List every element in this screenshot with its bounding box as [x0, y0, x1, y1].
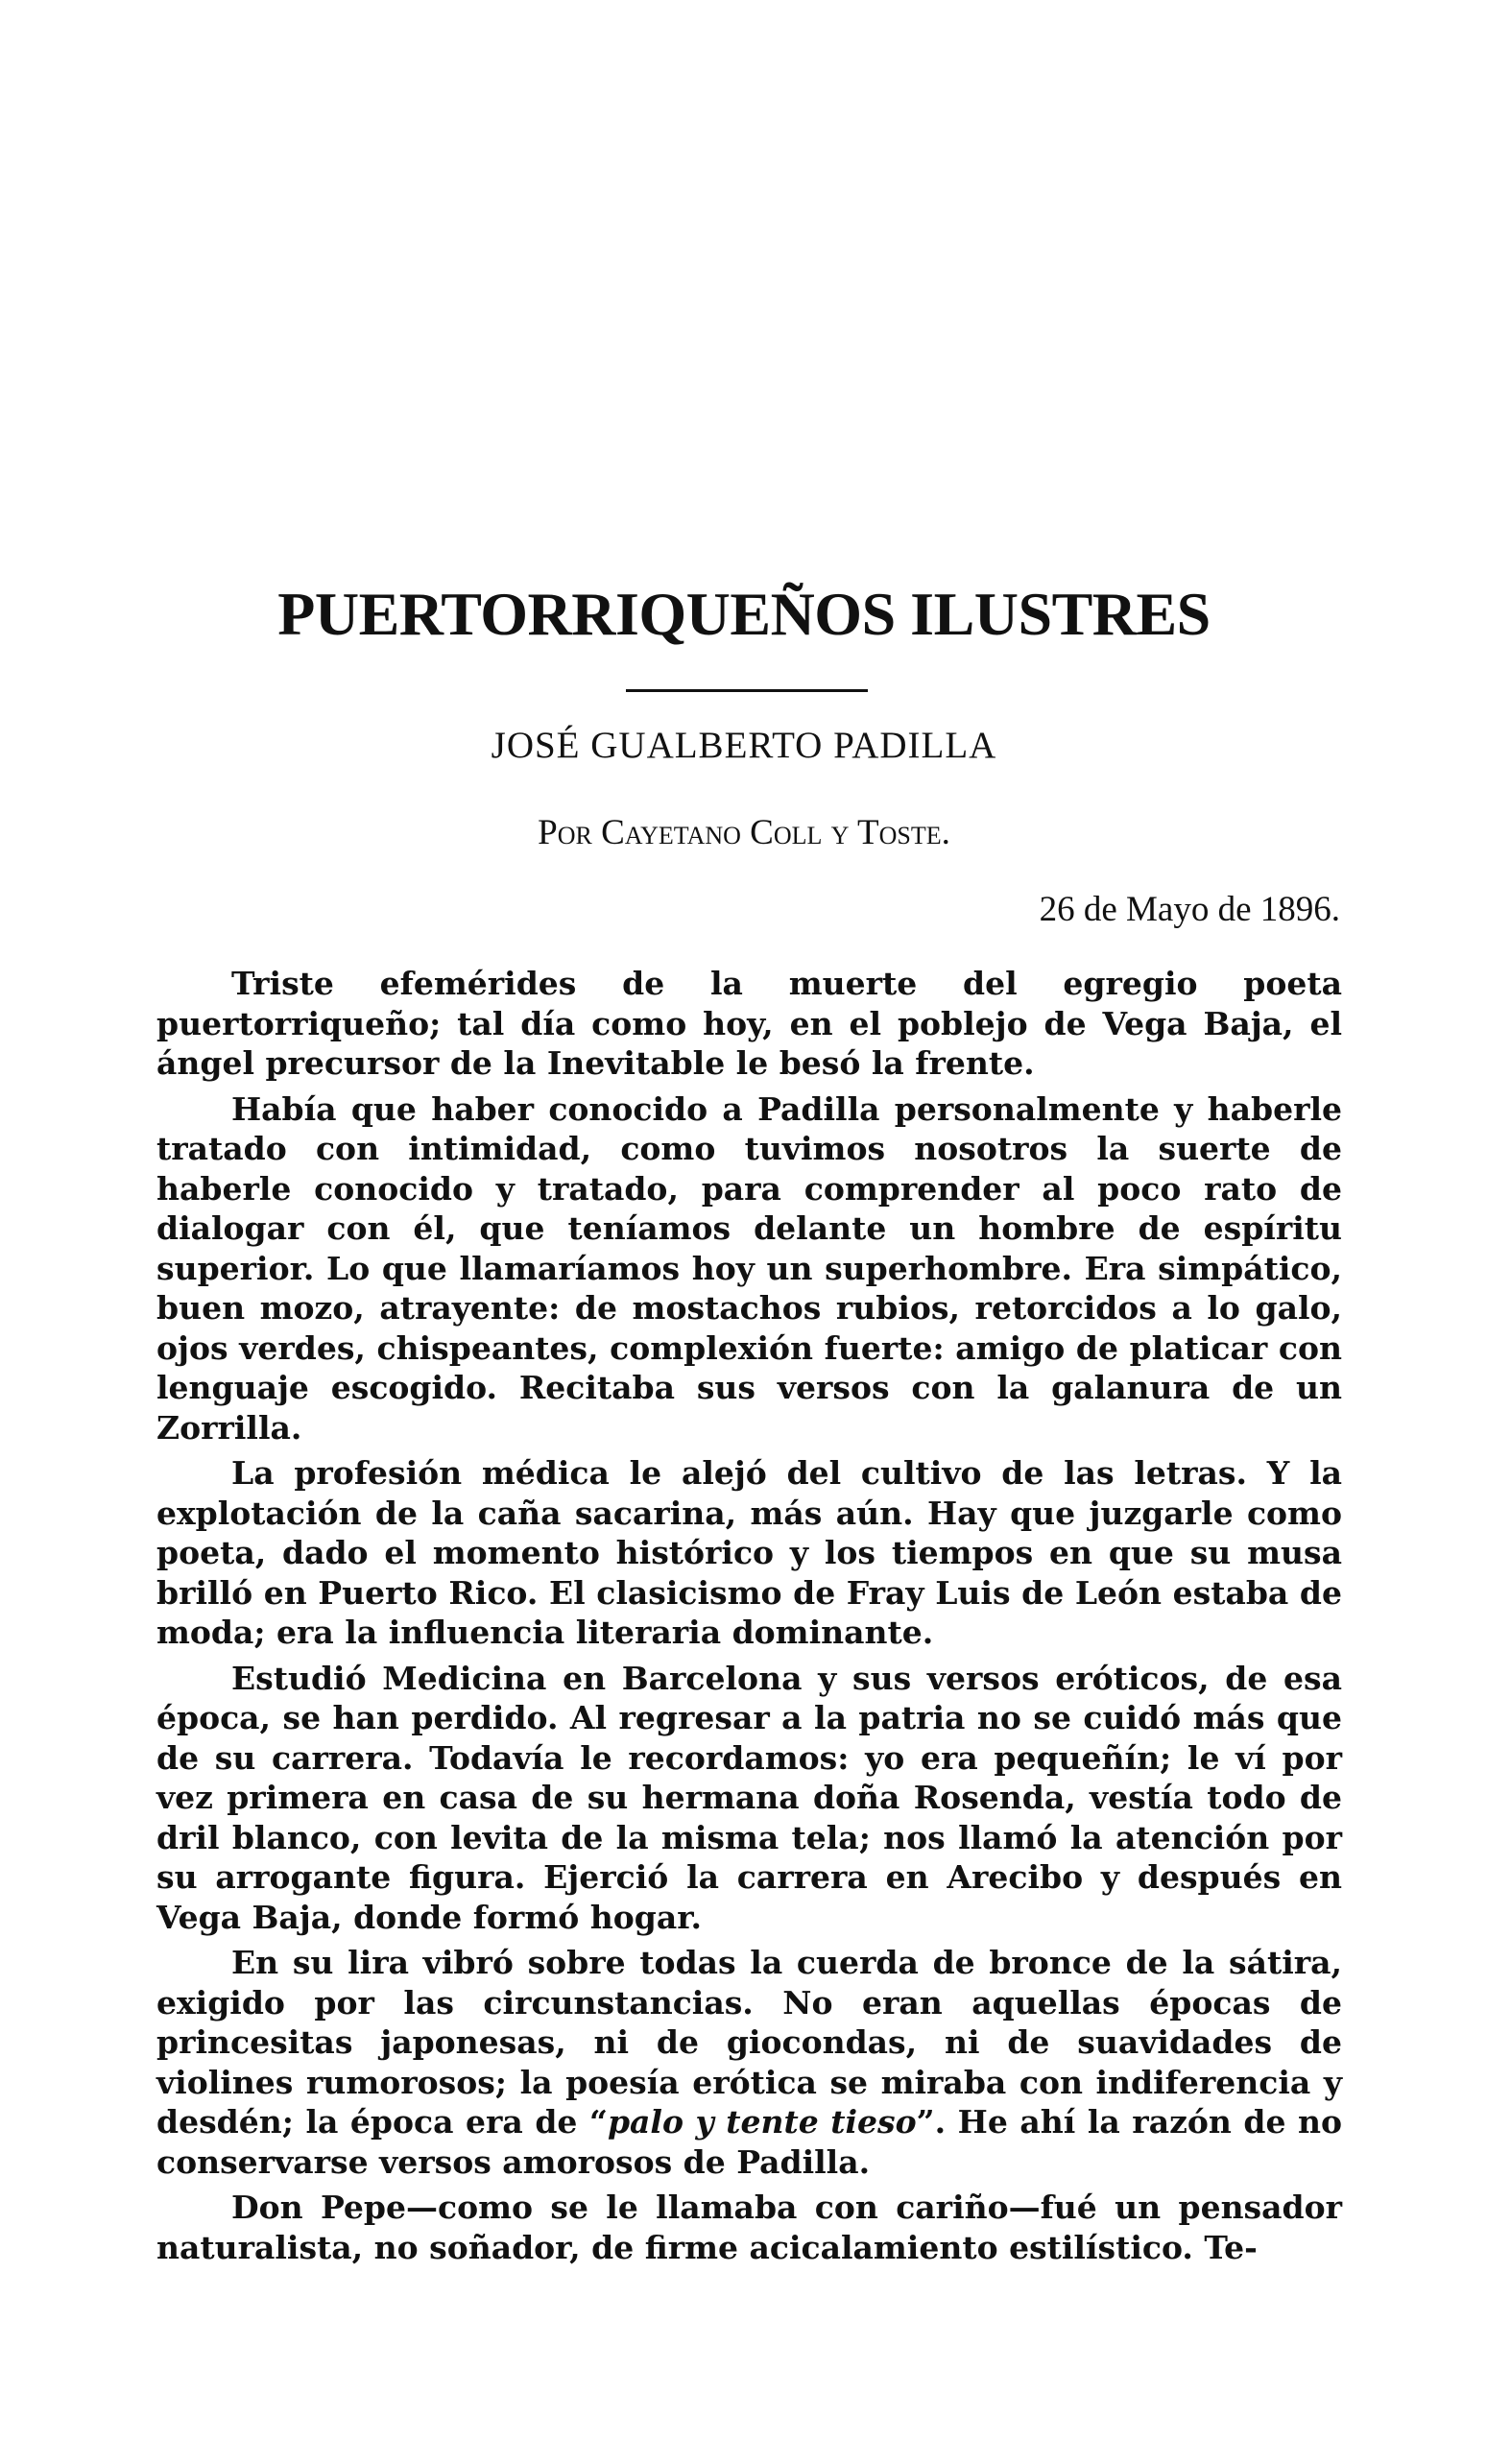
paragraph-3: La profesión médica le alejó del cultivo de las letras. Y la explotación de la caña sacarina, más aún. Hay que juzgarle como poeta, dado el momento histórico y los tiempos en que su musa brilló en Puerto Rico. El clasicismo de Fray Luis de León estaba de moda; era la influencia literaria dominante.	[156, 1454, 1342, 1651]
author-byline: Por Cayetano Coll y Toste.	[538, 813, 950, 852]
article-subject: JOSÉ GUALBERTO PADILLA	[491, 725, 997, 766]
paragraph-4: Estudió Medicina en Barcelona y sus versos eróticos, de esa época, se han perdido. Al regresar a la patria no se cuidó más que de su carrera. Todavía le recordamos: yo era pequeñín; le ví por vez primera en casa de su hermana doña Rosenda, vestía todo de dril blanco, con levita de la misma tela; nos llamó la atención por su arrogante figura. Ejerció la carrera en Arecibo y después en Vega Baja, donde formó hogar.	[156, 1659, 1342, 1936]
paragraph-5-after: ”. He ahí la razón de no conservarse versos amorosos de Padilla.	[156, 2103, 1342, 2181]
article-body	[156, 964, 1342, 2273]
paragraph-5	[156, 1943, 1342, 2182]
paragraph-5-before: En su lira vibró sobre todas la cuerda de bronce de la sátira, exigido por las circunstancias. No eran aquellas épocas de princesitas japonesas, ni de giocondas, ni de suavidades de violines rumorosos; la poesía erótica se miraba con indiferencia y desdén; la época era de “	[156, 1944, 1342, 2141]
paragraph-6: Don Pepe—como se le llamaba con cariño—fué un pensador naturalista, no soñador, de firme acicalamiento estilístico. Te-	[156, 2189, 1342, 2266]
paragraph-5-italic-phrase: palo y tente tieso	[607, 2103, 917, 2141]
paragraph-2: Había que haber conocido a Padilla personalmente y haberle tratado con intimidad, como tuvimos nosotros la suerte de haberle conocido y tratado, para comprender al poco rato de dialogar con él, que teníamos delante un hombre de espíritu superior. Lo que llamaríamos hoy un superhombre. Era simpático, buen mozo, atrayente: de mostachos rubios, retorcidos a lo galo, ojos verdes, chispeantes, complexión fuerte: amigo de platicar con lenguaje escogido. Recitaba sus versos con la galanura de un Zorrilla.	[156, 1089, 1342, 1447]
dateline: 26 de Mayo de 1896.	[1039, 890, 1340, 929]
article-title: PUERTORRIQUEÑOS ILUSTRES	[277, 580, 1211, 648]
paragraph-1: Triste efemérides de la muerte del egregio poeta puertorriqueño; tal día como hoy, en el poblejo de Vega Baja, el ángel precursor de la Inevitable le besó la frente.	[156, 965, 1342, 1082]
title-divider	[626, 689, 868, 692]
